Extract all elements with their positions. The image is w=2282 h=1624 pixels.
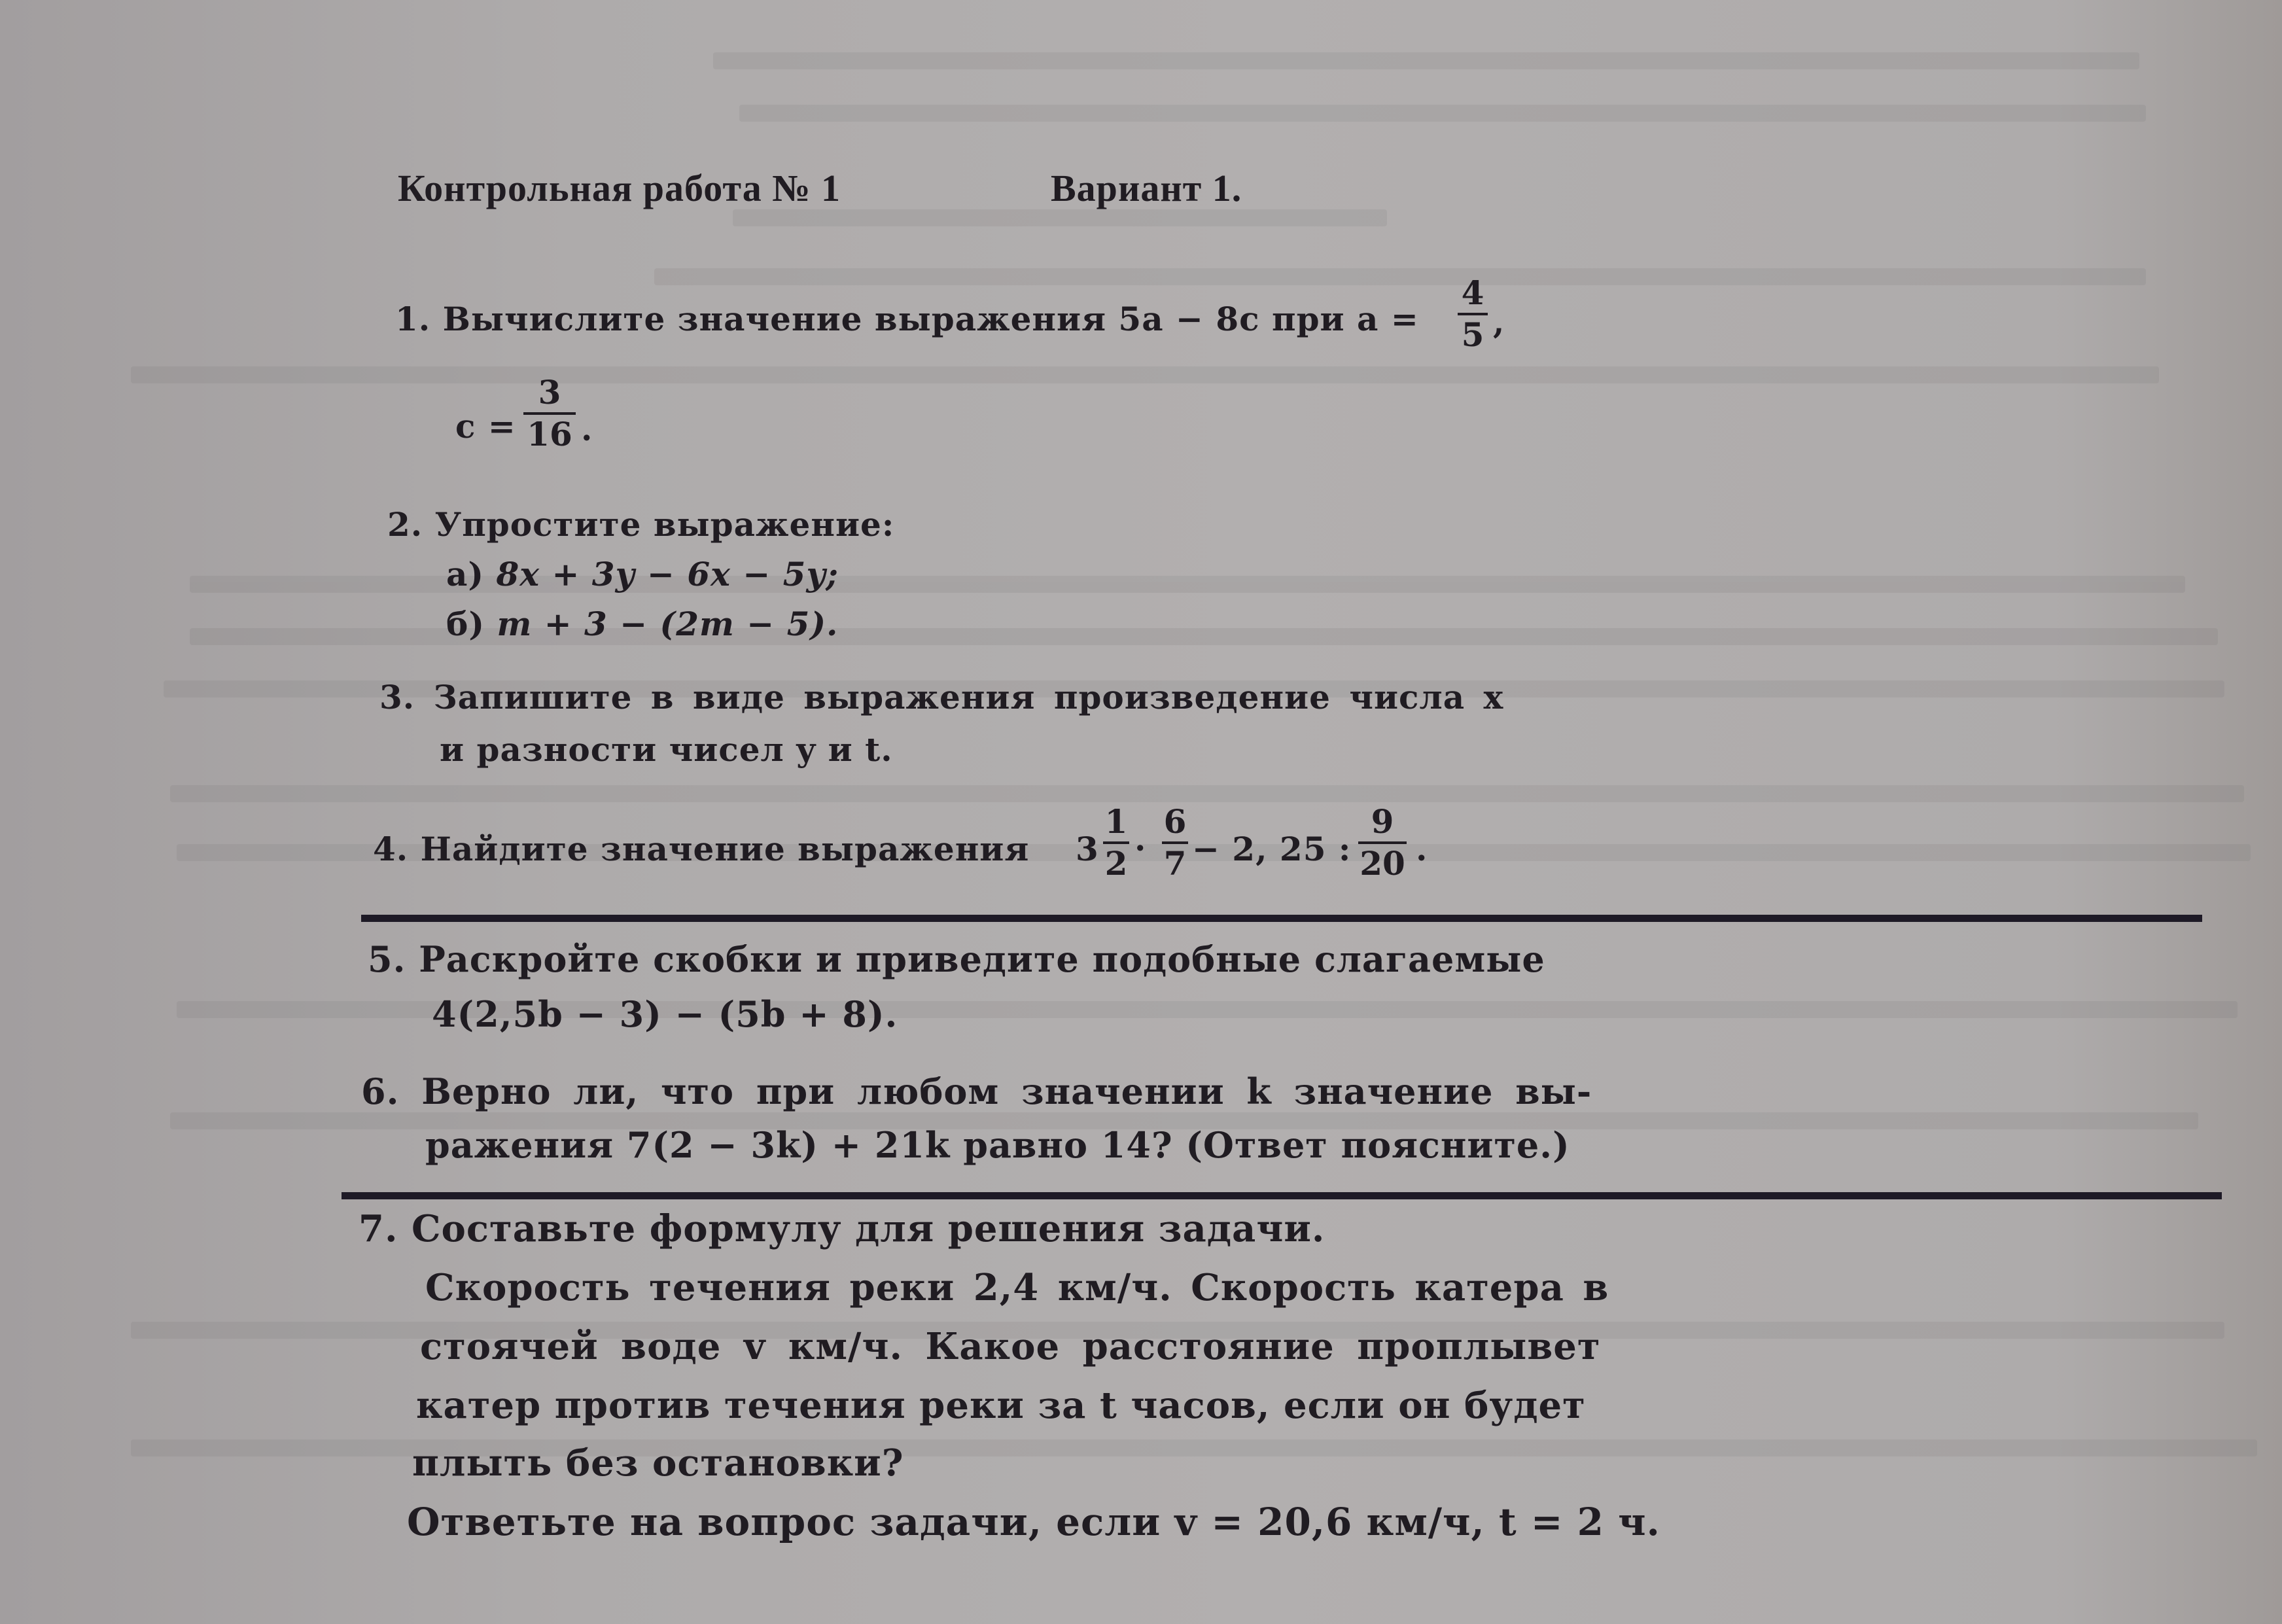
- task-text: Составьте формулу для решения задачи.: [411, 1207, 1325, 1250]
- task-number: 5.: [368, 938, 406, 980]
- fraction-1-2: 1 2: [1103, 803, 1129, 882]
- task-text: Раскройте скобки и приведите подобные слагаемые: [419, 938, 1545, 980]
- task-text: и разности чисел y и t.: [440, 730, 893, 769]
- task-number: 7.: [359, 1207, 398, 1250]
- task-number: 6.: [361, 1070, 400, 1112]
- test-title: Контрольная работа № 1: [398, 167, 841, 209]
- task-number: 1.: [395, 300, 431, 338]
- task-expression: 4(2,5b − 3) − (5b + 8).: [432, 993, 898, 1035]
- task-number: 3.: [379, 678, 415, 716]
- subitem-b: б) m + 3 − (2m − 5).: [446, 605, 839, 643]
- task-text: c =: [455, 407, 516, 446]
- task-text: Вычислите значение выражения 5a − 8c при a =: [442, 300, 1419, 338]
- punctuation: ,: [1493, 302, 1505, 341]
- fraction-a: 4 5: [1458, 275, 1488, 353]
- task-text: стоячей воде v км/ч. Какое расстояние проплывет: [420, 1325, 1601, 1368]
- task-number: 4.: [373, 830, 409, 868]
- fraction-9-20: 9 20: [1358, 803, 1407, 882]
- section-divider-2: [342, 1192, 2222, 1199]
- task-text: Найдите значение выражения: [420, 830, 1030, 868]
- task-text: Верно ли, что при любом значении k значение вы-: [421, 1070, 1592, 1112]
- variant-label: Вариант 1.: [1051, 167, 1242, 209]
- fraction-6-7: 6 7: [1162, 803, 1188, 882]
- task-text: катер против течения реки за t часов, если он будет: [416, 1384, 1586, 1427]
- task-number: 2.: [387, 505, 423, 544]
- task-text: Упростите выражение:: [434, 505, 895, 544]
- punctuation: .: [581, 410, 593, 448]
- task-text: Скорость течения реки 2,4 км/ч. Скорость катера в: [425, 1266, 1609, 1309]
- mixed-whole: 3: [1076, 830, 1099, 868]
- subitem-a: а) 8x + 3y − 6x − 5y;: [446, 555, 839, 593]
- fraction-c: 3 16: [523, 374, 576, 453]
- task-text: ражения 7(2 − 3k) + 21k равно 14? (Ответ поясните.): [425, 1124, 1570, 1166]
- operator: − 2, 25 :: [1192, 830, 1352, 868]
- task-text: Ответьте на вопрос задачи, если v = 20,6 км/ч, t = 2 ч.: [407, 1500, 1660, 1544]
- operator: ·: [1134, 828, 1147, 867]
- task-text: плыть без остановки?: [412, 1441, 904, 1485]
- punctuation: .: [1416, 830, 1428, 868]
- section-divider-1: [361, 915, 2202, 922]
- task-text: Запишите в виде выражения произведение числа x: [433, 678, 1504, 716]
